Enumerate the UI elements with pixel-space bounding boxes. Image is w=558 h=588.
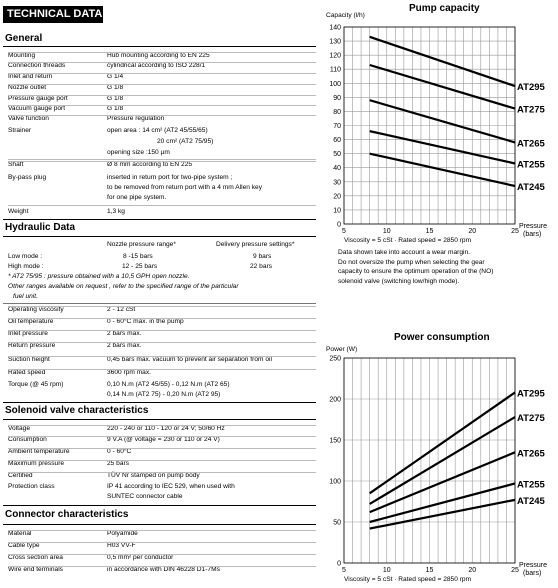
power-footnote: Viscosity = 5 cSt · Rated speed = 2850 rpm (344, 576, 472, 583)
x-tick-label: 15 (425, 567, 434, 574)
series-label: AT295 (517, 82, 545, 94)
y-tick-label: 110 (329, 66, 341, 74)
x-tick-label: 5 (342, 567, 346, 574)
capacity-axis-label: Capacity (l/h) (326, 12, 365, 19)
x-tick-label: 10 (382, 567, 391, 574)
capacity-note: capacity to ensure the optimum operation of the (NO) (338, 268, 494, 275)
high-mode-label: High mode : (8, 263, 44, 270)
low-mode-range: 8 -15 bars (123, 253, 153, 260)
y-tick-label: 10 (333, 207, 341, 215)
series-label: AT295 (517, 388, 545, 400)
y-tick-label: 100 (329, 478, 341, 486)
y-tick-label: 140 (329, 24, 341, 32)
section-divider (3, 524, 316, 525)
y-tick-label: 70 (333, 123, 341, 130)
section-divider (3, 219, 316, 220)
section-divider (3, 46, 316, 47)
section-divider (3, 505, 316, 506)
strainer-row: Strainer open area : 14 cm² (AT2 45/55/65) 20 cm² (AT2 75/95) opening size :150 µm (5, 127, 316, 159)
y-tick-label: 120 (329, 52, 341, 60)
series-label: AT255 (517, 159, 545, 171)
y-tick-label: 0 (337, 221, 341, 229)
power-consumption-title: Power consumption (394, 332, 490, 343)
x-tick-label: 20 (468, 567, 477, 574)
series-label: AT265 (517, 138, 545, 150)
series-label: AT275 (517, 104, 545, 116)
y-tick-label: 40 (333, 165, 341, 173)
pump-capacity-title: Pump capacity (409, 3, 480, 14)
x-tick-label: 5 (342, 228, 346, 235)
y-tick-label: 90 (333, 94, 341, 102)
y-tick-label: 200 (329, 396, 341, 404)
hydraulic-note: * AT2 75/95 : pressure obtained with a 10,5 GPH open nozzle. (8, 273, 190, 280)
power-consumption-chart (318, 0, 558, 588)
x-axis-label: (bars) (523, 570, 542, 577)
high-mode-range: 12 - 25 bars (122, 263, 158, 270)
series-line (370, 392, 515, 493)
delivery-pressure-header: Delivery pressure settings* (216, 241, 295, 248)
high-mode-setting: 22 bars (250, 263, 272, 270)
section-divider (3, 303, 316, 304)
technical-data-panel: TECHNICAL DATA General Mounting Hub mounting according to EN 225 Connection threads cylindrical according to ISO 228/1 Inlet and return G 1/4 Nozzle outlet G 1/8 Pressure gauge port G 1/8 Vacuum gauge port G 1/8 Valve function Pressure regulation Strainer open area : 14 cm² (AT2 45/55/65) 20 cm² (AT2 75/95) opening size :150 µm Shaft Ø 8 mm according to EN 225 By-pass plug inserted in return port for two-pipe system ; to be removed from return port with a 4 mm Allen key for one pipe system. Weight 1,3 kg Hydraulic Data Nozzle pressure range* Delivery pressure settings* Low mode : 8 -15 bars 9 bars High mode : 12 - 25 bars 22 bars * AT2 75/95 : pressure obtained with a 10,5 GPH open nozzle. Other ranges available on request , refer to the specified range of the particular fuel unit. Operating viscosity 2 - 12 cSt Oil temperature 0 - 60°C max. in the pump Inlet pressure 2 bars max. Return pressure 2 bars max. Suction height 0,45 bars max. vacuum to prevent air separation from oil Rated speed 3600 rpm max. Torque (@ 45 rpm) 0,10 N.m (AT2 45/55) - 0,12 N.m (AT2 65) 0,14 N.m (AT2 75) - 0,20 N.m (AT2 95) Solenoid valve characteristics Voltage 220 - 240 or 110 - 120 or 24 V; 50/60 Hz Consumption 9 V.A (@ voltage = 230 or 110 or 24 V) Ambient temperature 0 - 60°C Maximum pressure 25 bars Certified TÜV Nr stamped on pump body Protection class IP 41 according to IEC 529, when used with SUNTEC connector cable Connector characteristics Material Polyamide Cable type H03 VV-F Cross section area 0,5 mm² per conductor Wire end terminals in accordance with DIN 46228 D1-7Ms (0, 0, 318, 588)
section-divider (3, 419, 316, 420)
low-mode-label: Low mode : (8, 253, 43, 260)
hydraulic-note: fuel unit. (13, 293, 38, 300)
capacity-footnote: Viscosity = 5 cSt · Rated speed = 2850 rpm (344, 237, 472, 244)
y-tick-label: 150 (329, 437, 341, 445)
series-label: AT265 (517, 448, 545, 460)
x-tick-label: 15 (425, 228, 434, 235)
charts-panel (318, 0, 558, 588)
x-axis-label: Pressure (519, 562, 548, 569)
x-tick-label: 25 (511, 567, 519, 574)
hydraulic-section-title: Hydraulic Data (5, 222, 76, 233)
y-tick-label: 60 (333, 137, 341, 145)
x-tick-label: 20 (468, 228, 477, 235)
protection-class-row: Protection class IP 41 according to IEC 529, when used with SUNTEC connector cable (8, 483, 235, 500)
x-tick-label: 10 (382, 228, 391, 235)
section-divider (3, 236, 316, 237)
y-tick-label: 20 (333, 193, 341, 201)
nozzle-pressure-header: Nozzle pressure range* (107, 241, 176, 248)
series-label: AT275 (517, 413, 545, 425)
x-axis-label: (bars) (523, 231, 542, 238)
x-tick-label: 25 (511, 228, 519, 235)
capacity-note: Data shown take into account a wear margin. (338, 249, 470, 256)
bypass-row: By-pass plug inserted in return port for two-pipe system ; to be removed from return port with a 4 mm Allen key for one pipe system. (5, 174, 316, 205)
hydraulic-note: Other ranges available on request , refer to the specified range of the particular (8, 283, 239, 290)
series-label: AT245 (517, 182, 545, 194)
series-label: AT245 (517, 495, 545, 507)
power-axis-label: Power (W) (326, 346, 358, 353)
y-tick-label: 30 (333, 179, 341, 187)
section-divider (3, 402, 316, 403)
solenoid-section-title: Solenoid valve characteristics (5, 405, 149, 416)
general-section-title: General (5, 33, 43, 44)
y-tick-label: 80 (333, 108, 341, 116)
x-axis-label: Pressure (519, 223, 548, 230)
y-tick-label: 50 (333, 151, 341, 159)
y-tick-label: 130 (329, 38, 341, 46)
capacity-note: Do not oversize the pump when selecting the gear (338, 259, 485, 266)
technical-data-banner: TECHNICAL DATA (3, 6, 103, 23)
connector-section-title: Connector characteristics (5, 509, 129, 520)
y-tick-label: 50 (333, 519, 341, 527)
y-tick-label: 0 (337, 560, 341, 568)
torque-row: Torque (@ 45 rpm) 0,10 N.m (AT2 45/55) - 0,12 N.m (AT2 65) 0,14 N.m (AT2 75) - 0,20 N.m (AT2 95) (8, 381, 230, 398)
capacity-note: solenoid valve (switching low/high mode). (338, 278, 460, 285)
y-tick-label: 100 (329, 80, 341, 88)
y-tick-label: 250 (329, 355, 341, 363)
low-mode-setting: 9 bars (253, 253, 272, 260)
series-label: AT255 (517, 479, 545, 491)
